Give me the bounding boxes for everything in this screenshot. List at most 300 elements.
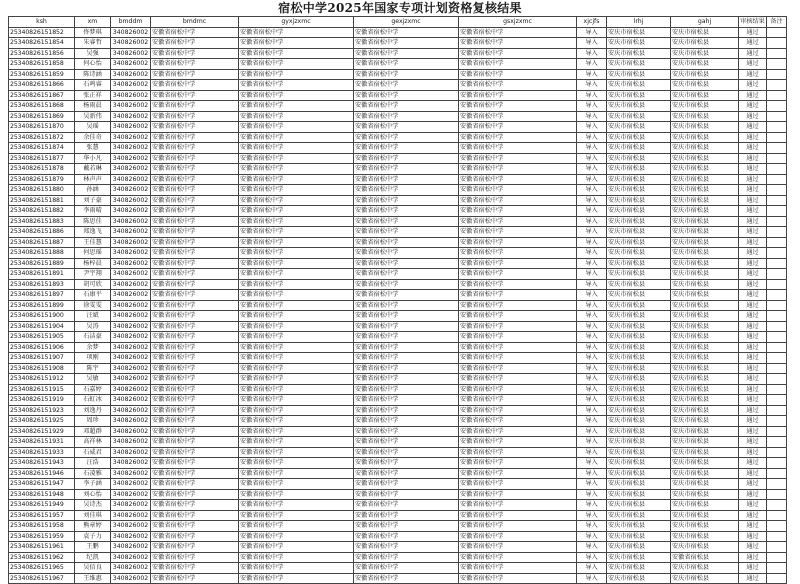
cell-bmddm: 340826002 bbox=[111, 227, 151, 238]
cell-xjcjfs: 导入 bbox=[577, 563, 607, 574]
cell-gsxjzxmc: 安徽省宿松中学 bbox=[459, 153, 577, 164]
cell-remarks bbox=[767, 374, 787, 385]
cell-gahj: 安庆市宿松县 bbox=[671, 80, 739, 91]
cell-gsxjzxmc: 安徽省宿松中学 bbox=[459, 479, 577, 490]
cell-gyxjzxmc: 安徽省宿松中学 bbox=[239, 101, 354, 112]
cell-review-result: 通过 bbox=[739, 563, 767, 574]
cell-xjcjfs: 导入 bbox=[577, 374, 607, 385]
cell-ksh: 25340826151919 bbox=[9, 395, 75, 406]
cell-xjcjfs: 导入 bbox=[577, 531, 607, 542]
cell-gexjzxmc: 安徽省宿松中学 bbox=[354, 27, 459, 38]
cell-review-result: 通过 bbox=[739, 542, 767, 553]
cell-gyxjzxmc: 安徽省宿松中学 bbox=[239, 59, 354, 70]
cell-review-result: 通过 bbox=[739, 426, 767, 437]
cell-gyxjzxmc: 安徽省宿松中学 bbox=[239, 216, 354, 227]
table-row bbox=[9, 111, 787, 122]
cell-bmddm: 340826002 bbox=[111, 500, 151, 511]
cell-gyxjzxmc: 安徽省宿松中学 bbox=[239, 27, 354, 38]
cell-ksh: 25340826151908 bbox=[9, 363, 75, 374]
cell-gyxjzxmc: 安徽省宿松中学 bbox=[239, 80, 354, 91]
cell-gexjzxmc: 安徽省宿松中学 bbox=[354, 479, 459, 490]
cell-gsxjzxmc: 安徽省宿松中学 bbox=[459, 164, 577, 175]
cell-ksh: 25340826151947 bbox=[9, 479, 75, 490]
cell-gyxjzxmc: 安徽省宿松中学 bbox=[239, 38, 354, 49]
cell-xm: 杨雨晨 bbox=[75, 101, 111, 112]
cell-remarks bbox=[767, 195, 787, 206]
cell-xjcjfs: 导入 bbox=[577, 237, 607, 248]
cell-xm: 余佳奇 bbox=[75, 132, 111, 143]
cell-ksh: 25340826151967 bbox=[9, 573, 75, 584]
cell-xjcjfs: 导入 bbox=[577, 332, 607, 343]
cell-remarks bbox=[767, 521, 787, 532]
cell-bmddm: 340826002 bbox=[111, 395, 151, 406]
cell-lrhj: 安庆市宿松县 bbox=[607, 27, 671, 38]
cell-remarks bbox=[767, 395, 787, 406]
cell-gahj: 安庆市宿松县 bbox=[671, 468, 739, 479]
cell-gahj: 安庆市宿松县 bbox=[671, 90, 739, 101]
cell-lrhj: 安庆市宿松县 bbox=[607, 248, 671, 259]
cell-bmddm: 340826002 bbox=[111, 416, 151, 427]
cell-review-result: 通过 bbox=[739, 500, 767, 511]
cell-gahj: 安庆市宿松县 bbox=[671, 573, 739, 584]
cell-xm: 刘子豪 bbox=[75, 195, 111, 206]
cell-xjcjfs: 导入 bbox=[577, 458, 607, 469]
cell-gahj: 安庆市宿松县 bbox=[671, 416, 739, 427]
cell-bmddm: 340826002 bbox=[111, 447, 151, 458]
cell-bmdmc: 安徽省宿松中学 bbox=[151, 237, 239, 248]
cell-remarks bbox=[767, 101, 787, 112]
cell-review-result: 通过 bbox=[739, 90, 767, 101]
cell-xm: 何心怡 bbox=[75, 59, 111, 70]
cell-lrhj: 安庆市宿松县 bbox=[607, 216, 671, 227]
cell-gahj: 安庆市宿松县 bbox=[671, 48, 739, 59]
cell-gyxjzxmc: 安徽省宿松中学 bbox=[239, 206, 354, 217]
cell-ksh: 25340826151965 bbox=[9, 563, 75, 574]
cell-lrhj: 安庆市宿松县 bbox=[607, 206, 671, 217]
cell-xm: 佟梦琪 bbox=[75, 27, 111, 38]
cell-bmdmc: 安徽省宿松中学 bbox=[151, 552, 239, 563]
cell-remarks bbox=[767, 468, 787, 479]
cell-review-result: 通过 bbox=[739, 227, 767, 238]
cell-review-result: 通过 bbox=[739, 374, 767, 385]
cell-xjcjfs: 导入 bbox=[577, 122, 607, 133]
cell-gexjzxmc: 安徽省宿松中学 bbox=[354, 185, 459, 196]
cell-bmddm: 340826002 bbox=[111, 332, 151, 343]
cell-gahj: 安庆市宿松县 bbox=[671, 153, 739, 164]
cell-remarks bbox=[767, 363, 787, 374]
cell-bmddm: 340826002 bbox=[111, 195, 151, 206]
cell-xjcjfs: 导入 bbox=[577, 479, 607, 490]
cell-gahj: 安庆市宿松县 bbox=[671, 542, 739, 553]
cell-ksh: 25340826151923 bbox=[9, 405, 75, 416]
cell-review-result: 通过 bbox=[739, 510, 767, 521]
cell-bmddm: 340826002 bbox=[111, 300, 151, 311]
cell-xjcjfs: 导入 bbox=[577, 468, 607, 479]
cell-gexjzxmc: 安徽省宿松中学 bbox=[354, 290, 459, 301]
cell-ksh: 25340826151915 bbox=[9, 384, 75, 395]
cell-bmdmc: 安徽省宿松中学 bbox=[151, 542, 239, 553]
cell-review-result: 通过 bbox=[739, 321, 767, 332]
cell-xm: 杨梓晨 bbox=[75, 258, 111, 269]
cell-remarks bbox=[767, 206, 787, 217]
cell-gahj: 安庆市宿松县 bbox=[671, 227, 739, 238]
cell-bmddm: 340826002 bbox=[111, 342, 151, 353]
cell-lrhj: 安庆市宿松县 bbox=[607, 384, 671, 395]
cell-gyxjzxmc: 安徽省宿松中学 bbox=[239, 48, 354, 59]
cell-review-result: 通过 bbox=[739, 143, 767, 154]
cell-xjcjfs: 导入 bbox=[577, 321, 607, 332]
column-header-gyxjzxmc: gyxjzxmc bbox=[239, 17, 354, 28]
cell-gyxjzxmc: 安徽省宿松中学 bbox=[239, 185, 354, 196]
cell-gexjzxmc: 安徽省宿松中学 bbox=[354, 321, 459, 332]
cell-bmddm: 340826002 bbox=[111, 363, 151, 374]
cell-gahj: 安庆市宿松县 bbox=[671, 510, 739, 521]
cell-bmddm: 340826002 bbox=[111, 248, 151, 259]
cell-gsxjzxmc: 安徽省宿松中学 bbox=[459, 174, 577, 185]
cell-gsxjzxmc: 安徽省宿松中学 bbox=[459, 195, 577, 206]
cell-bmdmc: 安徽省宿松中学 bbox=[151, 321, 239, 332]
table-row bbox=[9, 206, 787, 217]
cell-gyxjzxmc: 安徽省宿松中学 bbox=[239, 489, 354, 500]
cell-review-result: 通过 bbox=[739, 363, 767, 374]
cell-lrhj: 安庆市宿松县 bbox=[607, 38, 671, 49]
column-header-gexjzxmc: gexjzxmc bbox=[354, 17, 459, 28]
cell-remarks bbox=[767, 69, 787, 80]
cell-bmdmc: 安徽省宿松中学 bbox=[151, 206, 239, 217]
cell-remarks bbox=[767, 248, 787, 259]
table-row bbox=[9, 458, 787, 469]
cell-ksh: 25340826151958 bbox=[9, 521, 75, 532]
cell-gyxjzxmc: 安徽省宿松中学 bbox=[239, 510, 354, 521]
cell-gexjzxmc: 安徽省宿松中学 bbox=[354, 59, 459, 70]
cell-xjcjfs: 导入 bbox=[577, 269, 607, 280]
cell-xm: 尹宇翔 bbox=[75, 269, 111, 280]
cell-gsxjzxmc: 安徽省宿松中学 bbox=[459, 185, 577, 196]
table-row bbox=[9, 552, 787, 563]
cell-review-result: 通过 bbox=[739, 489, 767, 500]
cell-xjcjfs: 导入 bbox=[577, 227, 607, 238]
cell-bmddm: 340826002 bbox=[111, 552, 151, 563]
cell-gsxjzxmc: 安徽省宿松中学 bbox=[459, 206, 577, 217]
table-row bbox=[9, 300, 787, 311]
table-row bbox=[9, 90, 787, 101]
cell-ksh: 25340826151852 bbox=[9, 27, 75, 38]
cell-xm: 吴新伟 bbox=[75, 111, 111, 122]
table-row bbox=[9, 185, 787, 196]
cell-xjcjfs: 导入 bbox=[577, 69, 607, 80]
cell-ksh: 25340826151854 bbox=[9, 38, 75, 49]
review-results-table bbox=[8, 16, 787, 584]
cell-bmdmc: 安徽省宿松中学 bbox=[151, 48, 239, 59]
cell-review-result: 通过 bbox=[739, 437, 767, 448]
cell-review-result: 通过 bbox=[739, 458, 767, 469]
cell-review-result: 通过 bbox=[739, 311, 767, 322]
cell-gahj: 安庆市宿松县 bbox=[671, 563, 739, 574]
cell-gsxjzxmc: 安徽省宿松中学 bbox=[459, 321, 577, 332]
table-row bbox=[9, 101, 787, 112]
cell-gsxjzxmc: 安徽省宿松中学 bbox=[459, 363, 577, 374]
cell-gahj: 安庆市宿松县 bbox=[671, 143, 739, 154]
cell-review-result: 通过 bbox=[739, 153, 767, 164]
cell-bmdmc: 安徽省宿松中学 bbox=[151, 122, 239, 133]
table-row bbox=[9, 59, 787, 70]
cell-remarks bbox=[767, 447, 787, 458]
cell-gexjzxmc: 安徽省宿松中学 bbox=[354, 237, 459, 248]
cell-review-result: 通过 bbox=[739, 405, 767, 416]
table-row bbox=[9, 500, 787, 511]
cell-bmdmc: 安徽省宿松中学 bbox=[151, 248, 239, 259]
cell-remarks bbox=[767, 563, 787, 574]
cell-lrhj: 安庆市宿松县 bbox=[607, 59, 671, 70]
cell-gsxjzxmc: 安徽省宿松中学 bbox=[459, 258, 577, 269]
cell-xjcjfs: 导入 bbox=[577, 363, 607, 374]
cell-xjcjfs: 导入 bbox=[577, 153, 607, 164]
cell-ksh: 25340826151881 bbox=[9, 195, 75, 206]
cell-review-result: 通过 bbox=[739, 384, 767, 395]
cell-remarks bbox=[767, 332, 787, 343]
cell-review-result: 通过 bbox=[739, 342, 767, 353]
cell-ksh: 25340826151887 bbox=[9, 237, 75, 248]
cell-ksh: 25340826151900 bbox=[9, 311, 75, 322]
cell-remarks bbox=[767, 132, 787, 143]
cell-xm: 纪凯 bbox=[75, 552, 111, 563]
cell-gyxjzxmc: 安徽省宿松中学 bbox=[239, 342, 354, 353]
cell-bmddm: 340826002 bbox=[111, 353, 151, 364]
cell-gahj: 安庆市宿松县 bbox=[671, 405, 739, 416]
cell-gahj: 安庆市宿松县 bbox=[671, 269, 739, 280]
cell-lrhj: 安庆市宿松县 bbox=[607, 342, 671, 353]
cell-gyxjzxmc: 安徽省宿松中学 bbox=[239, 195, 354, 206]
cell-xm: 吴涛 bbox=[75, 321, 111, 332]
cell-gsxjzxmc: 安徽省宿松中学 bbox=[459, 237, 577, 248]
cell-gahj: 安庆市宿松县 bbox=[671, 111, 739, 122]
cell-lrhj: 安庆市宿松县 bbox=[607, 290, 671, 301]
cell-lrhj: 安庆市宿松县 bbox=[607, 353, 671, 364]
cell-xm: 孙涵 bbox=[75, 185, 111, 196]
cell-lrhj: 安庆市宿松县 bbox=[607, 300, 671, 311]
cell-gexjzxmc: 安徽省宿松中学 bbox=[354, 426, 459, 437]
cell-gahj: 安庆市宿松县 bbox=[671, 332, 739, 343]
cell-gexjzxmc: 安徽省宿松中学 bbox=[354, 542, 459, 553]
cell-gexjzxmc: 安徽省宿松中学 bbox=[354, 195, 459, 206]
table-row bbox=[9, 69, 787, 80]
table-row bbox=[9, 195, 787, 206]
cell-lrhj: 安庆市宿松县 bbox=[607, 279, 671, 290]
cell-xjcjfs: 导入 bbox=[577, 489, 607, 500]
cell-xm: 石康平 bbox=[75, 290, 111, 301]
cell-gsxjzxmc: 安徽省宿松中学 bbox=[459, 374, 577, 385]
cell-gexjzxmc: 安徽省宿松中学 bbox=[354, 101, 459, 112]
cell-bmddm: 340826002 bbox=[111, 216, 151, 227]
cell-gsxjzxmc: 安徽省宿松中学 bbox=[459, 80, 577, 91]
cell-gyxjzxmc: 安徽省宿松中学 bbox=[239, 290, 354, 301]
cell-gahj: 安徽省宿松县 bbox=[671, 552, 739, 563]
cell-ksh: 25340826151904 bbox=[9, 321, 75, 332]
table-row bbox=[9, 48, 787, 59]
cell-bmdmc: 安徽省宿松中学 bbox=[151, 521, 239, 532]
cell-xjcjfs: 导入 bbox=[577, 174, 607, 185]
cell-remarks bbox=[767, 279, 787, 290]
cell-review-result: 通过 bbox=[739, 279, 767, 290]
cell-gyxjzxmc: 安徽省宿松中学 bbox=[239, 311, 354, 322]
table-row bbox=[9, 132, 787, 143]
cell-xjcjfs: 导入 bbox=[577, 552, 607, 563]
cell-gahj: 安庆市宿松县 bbox=[671, 374, 739, 385]
cell-gsxjzxmc: 安徽省宿松中学 bbox=[459, 269, 577, 280]
cell-lrhj: 安庆市宿松县 bbox=[607, 111, 671, 122]
cell-gahj: 安庆市宿松县 bbox=[671, 363, 739, 374]
cell-gahj: 安庆市宿松县 bbox=[671, 206, 739, 217]
cell-remarks bbox=[767, 290, 787, 301]
cell-gyxjzxmc: 安徽省宿松中学 bbox=[239, 552, 354, 563]
cell-remarks bbox=[767, 479, 787, 490]
cell-review-result: 通过 bbox=[739, 27, 767, 38]
cell-gyxjzxmc: 安徽省宿松中学 bbox=[239, 500, 354, 511]
cell-ksh: 25340826151874 bbox=[9, 143, 75, 154]
cell-gexjzxmc: 安徽省宿松中学 bbox=[354, 269, 459, 280]
cell-bmdmc: 安徽省宿松中学 bbox=[151, 353, 239, 364]
cell-ksh: 25340826151856 bbox=[9, 48, 75, 59]
cell-ksh: 25340826151961 bbox=[9, 542, 75, 553]
cell-bmddm: 340826002 bbox=[111, 468, 151, 479]
cell-xm: 陈诗涵 bbox=[75, 69, 111, 80]
cell-lrhj: 安庆市宿松县 bbox=[607, 563, 671, 574]
cell-gyxjzxmc: 安徽省宿松中学 bbox=[239, 363, 354, 374]
cell-lrhj: 安庆市宿松县 bbox=[607, 69, 671, 80]
cell-xm: 王佳慧 bbox=[75, 237, 111, 248]
cell-review-result: 通过 bbox=[739, 521, 767, 532]
cell-review-result: 通过 bbox=[739, 552, 767, 563]
table-row bbox=[9, 332, 787, 343]
cell-bmdmc: 安徽省宿松中学 bbox=[151, 80, 239, 91]
cell-bmddm: 340826002 bbox=[111, 69, 151, 80]
cell-xjcjfs: 导入 bbox=[577, 48, 607, 59]
cell-gexjzxmc: 安徽省宿松中学 bbox=[354, 38, 459, 49]
cell-bmdmc: 安徽省宿松中学 bbox=[151, 363, 239, 374]
cell-review-result: 通过 bbox=[739, 290, 767, 301]
cell-ksh: 25340826151868 bbox=[9, 101, 75, 112]
cell-gyxjzxmc: 安徽省宿松中学 bbox=[239, 405, 354, 416]
cell-review-result: 通过 bbox=[739, 300, 767, 311]
cell-xjcjfs: 导入 bbox=[577, 447, 607, 458]
cell-remarks bbox=[767, 258, 787, 269]
cell-gsxjzxmc: 安徽省宿松中学 bbox=[459, 489, 577, 500]
table-row bbox=[9, 521, 787, 532]
cell-bmddm: 340826002 bbox=[111, 426, 151, 437]
cell-lrhj: 安庆市宿松县 bbox=[607, 80, 671, 91]
cell-gexjzxmc: 安徽省宿松中学 bbox=[354, 300, 459, 311]
cell-bmddm: 340826002 bbox=[111, 531, 151, 542]
cell-ksh: 25340826151886 bbox=[9, 227, 75, 238]
table-row bbox=[9, 290, 787, 301]
cell-bmddm: 340826002 bbox=[111, 384, 151, 395]
cell-review-result: 通过 bbox=[739, 395, 767, 406]
cell-bmdmc: 安徽省宿松中学 bbox=[151, 405, 239, 416]
cell-review-result: 通过 bbox=[739, 164, 767, 175]
cell-gahj: 安庆市宿松县 bbox=[671, 38, 739, 49]
cell-review-result: 通过 bbox=[739, 174, 767, 185]
cell-gsxjzxmc: 安徽省宿松中学 bbox=[459, 132, 577, 143]
cell-gyxjzxmc: 安徽省宿松中学 bbox=[239, 321, 354, 332]
cell-review-result: 通过 bbox=[739, 353, 767, 364]
cell-gexjzxmc: 安徽省宿松中学 bbox=[354, 132, 459, 143]
cell-ksh: 25340826151931 bbox=[9, 437, 75, 448]
cell-bmdmc: 安徽省宿松中学 bbox=[151, 69, 239, 80]
cell-gsxjzxmc: 安徽省宿松中学 bbox=[459, 405, 577, 416]
cell-bmdmc: 安徽省宿松中学 bbox=[151, 311, 239, 322]
cell-xjcjfs: 导入 bbox=[577, 300, 607, 311]
cell-gahj: 安庆市宿松县 bbox=[671, 164, 739, 175]
cell-gyxjzxmc: 安徽省宿松中学 bbox=[239, 258, 354, 269]
cell-bmddm: 340826002 bbox=[111, 27, 151, 38]
cell-gyxjzxmc: 安徽省宿松中学 bbox=[239, 122, 354, 133]
cell-gexjzxmc: 安徽省宿松中学 bbox=[354, 279, 459, 290]
cell-gexjzxmc: 安徽省宿松中学 bbox=[354, 437, 459, 448]
cell-bmddm: 340826002 bbox=[111, 153, 151, 164]
cell-ksh: 25340826151933 bbox=[9, 447, 75, 458]
table-row bbox=[9, 531, 787, 542]
cell-xm: 何思瑶 bbox=[75, 248, 111, 259]
cell-gexjzxmc: 安徽省宿松中学 bbox=[354, 227, 459, 238]
cell-ksh: 25340826151877 bbox=[9, 153, 75, 164]
cell-bmddm: 340826002 bbox=[111, 405, 151, 416]
table-row bbox=[9, 164, 787, 175]
cell-gsxjzxmc: 安徽省宿松中学 bbox=[459, 216, 577, 227]
cell-gyxjzxmc: 安徽省宿松中学 bbox=[239, 132, 354, 143]
cell-bmdmc: 安徽省宿松中学 bbox=[151, 38, 239, 49]
cell-gyxjzxmc: 安徽省宿松中学 bbox=[239, 174, 354, 185]
cell-gsxjzxmc: 安徽省宿松中学 bbox=[459, 300, 577, 311]
cell-gexjzxmc: 安徽省宿松中学 bbox=[354, 164, 459, 175]
table-row bbox=[9, 468, 787, 479]
table-row bbox=[9, 426, 787, 437]
cell-lrhj: 安庆市宿松县 bbox=[607, 164, 671, 175]
table-row bbox=[9, 153, 787, 164]
cell-ksh: 25340826151888 bbox=[9, 248, 75, 259]
cell-xjcjfs: 导入 bbox=[577, 521, 607, 532]
cell-bmddm: 340826002 bbox=[111, 290, 151, 301]
cell-xm: 邓超群 bbox=[75, 426, 111, 437]
cell-bmddm: 340826002 bbox=[111, 489, 151, 500]
table-row bbox=[9, 573, 787, 584]
cell-review-result: 通过 bbox=[739, 59, 767, 70]
cell-bmdmc: 安徽省宿松中学 bbox=[151, 458, 239, 469]
cell-bmddm: 340826002 bbox=[111, 258, 151, 269]
table-row bbox=[9, 311, 787, 322]
cell-bmddm: 340826002 bbox=[111, 542, 151, 553]
cell-review-result: 通过 bbox=[739, 258, 767, 269]
table-row bbox=[9, 227, 787, 238]
cell-bmddm: 340826002 bbox=[111, 521, 151, 532]
cell-bmdmc: 安徽省宿松中学 bbox=[151, 468, 239, 479]
cell-bmdmc: 安徽省宿松中学 bbox=[151, 164, 239, 175]
cell-gyxjzxmc: 安徽省宿松中学 bbox=[239, 279, 354, 290]
cell-gsxjzxmc: 安徽省宿松中学 bbox=[459, 521, 577, 532]
cell-gsxjzxmc: 安徽省宿松中学 bbox=[459, 27, 577, 38]
cell-xm: 吴强 bbox=[75, 48, 111, 59]
cell-xm: 吴瑶 bbox=[75, 122, 111, 133]
cell-bmdmc: 安徽省宿松中学 bbox=[151, 143, 239, 154]
cell-review-result: 通过 bbox=[739, 111, 767, 122]
cell-gahj: 安庆市宿松县 bbox=[671, 174, 739, 185]
cell-bmdmc: 安徽省宿松中学 bbox=[151, 426, 239, 437]
cell-bmdmc: 安徽省宿松中学 bbox=[151, 500, 239, 511]
cell-gyxjzxmc: 安徽省宿松中学 bbox=[239, 269, 354, 280]
cell-remarks bbox=[767, 500, 787, 511]
table-row bbox=[9, 80, 787, 91]
cell-bmdmc: 安徽省宿松中学 bbox=[151, 90, 239, 101]
cell-remarks bbox=[767, 269, 787, 280]
